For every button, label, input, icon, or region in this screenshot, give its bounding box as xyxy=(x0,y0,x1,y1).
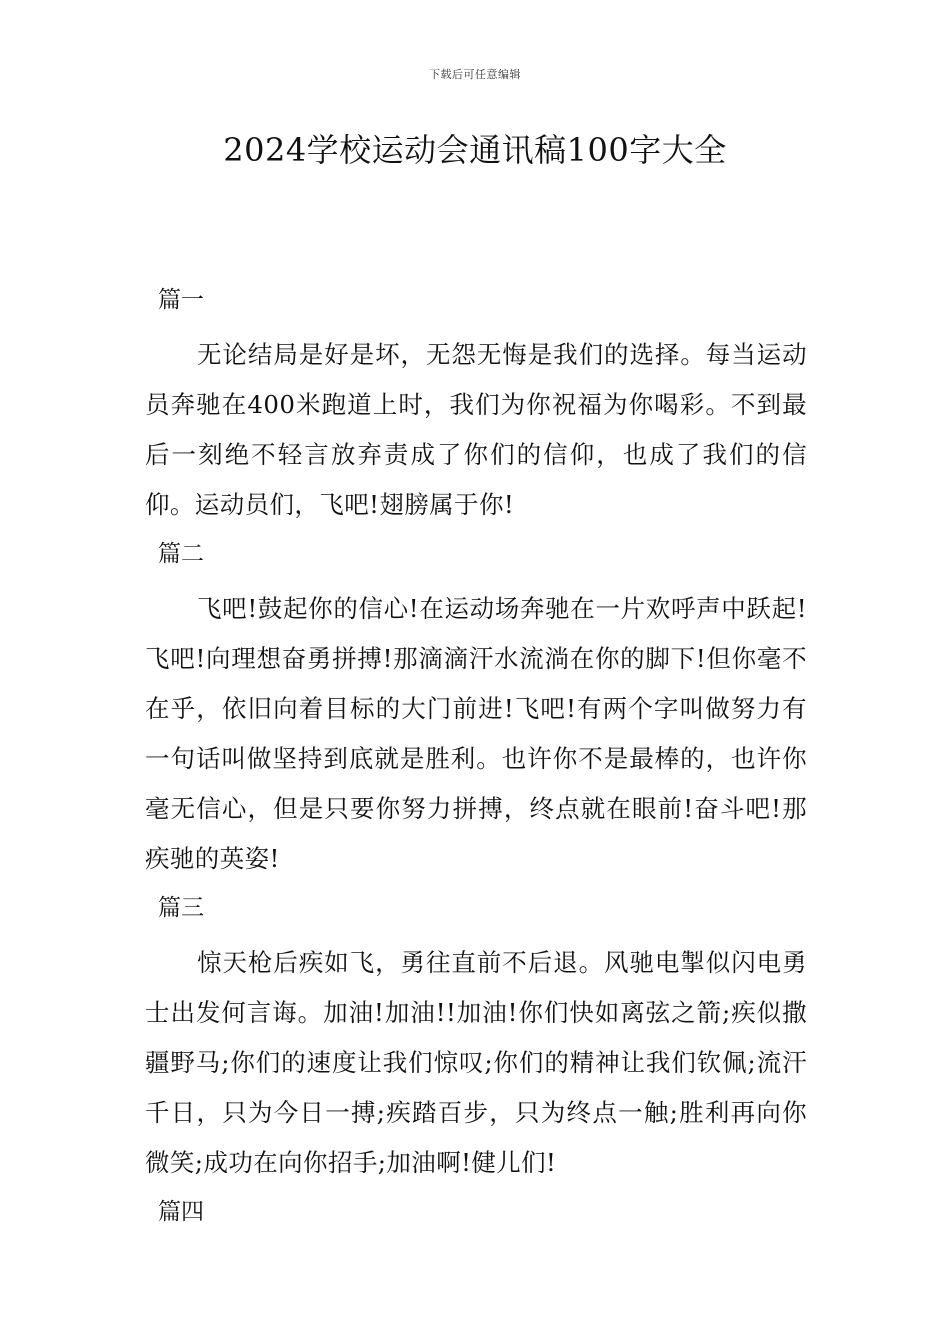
section-1 xyxy=(145,278,807,530)
section-3 xyxy=(145,886,807,1188)
section-paragraph: 无论结局是好是坏，无怨无悔是我们的选择。每当运动员奔驰在400米跑道上时，我们为你祝福为你喝彩。不到最后一刻绝不轻言放弃责成了你们的信仰，也成了我们的信仰。运动员们，飞吧!翅膀属于你! xyxy=(145,340,807,519)
page-header: 下载后可任意编辑 xyxy=(429,68,521,81)
section-4 xyxy=(145,1190,807,1234)
section-paragraph: 惊天枪后疾如飞，勇往直前不后退。风驰电掣似闪电勇士出发何言诲。加油!加油!!加油!你们快如离弦之箭;疾似撒疆野马;你们的速度让我们惊叹;你们的精神让我们钦佩;流汗千日，只为今日一搏;疾踏百步，只为终点一触;胜利再向你微笑;成功在向你招手;加油啊!健儿们! xyxy=(145,948,807,1177)
section-2 xyxy=(145,532,807,884)
section-heading: 篇一 xyxy=(158,287,204,313)
section-paragraph: 飞吧!鼓起你的信心!在运动场奔驰在一片欢呼声中跃起!飞吧!向理想奋勇拼搏!那滴滴汗水流淌在你的脚下!但你毫不在乎，依旧向着目标的大门前进!飞吧!有两个字叫做努力有一句话叫做坚持到底就是胜利。也许你不是最棒的，也许你毫无信心，但是只要你努力拼搏，终点就在眼前!奋斗吧!那疾驰的英姿! xyxy=(145,594,807,873)
section-heading: 篇二 xyxy=(158,541,204,567)
section-heading: 篇四 xyxy=(158,1199,204,1225)
section-heading: 篇三 xyxy=(158,895,204,921)
document-body xyxy=(145,278,807,1242)
document-title: 2024学校运动会通讯稿100字大全 xyxy=(223,131,727,169)
